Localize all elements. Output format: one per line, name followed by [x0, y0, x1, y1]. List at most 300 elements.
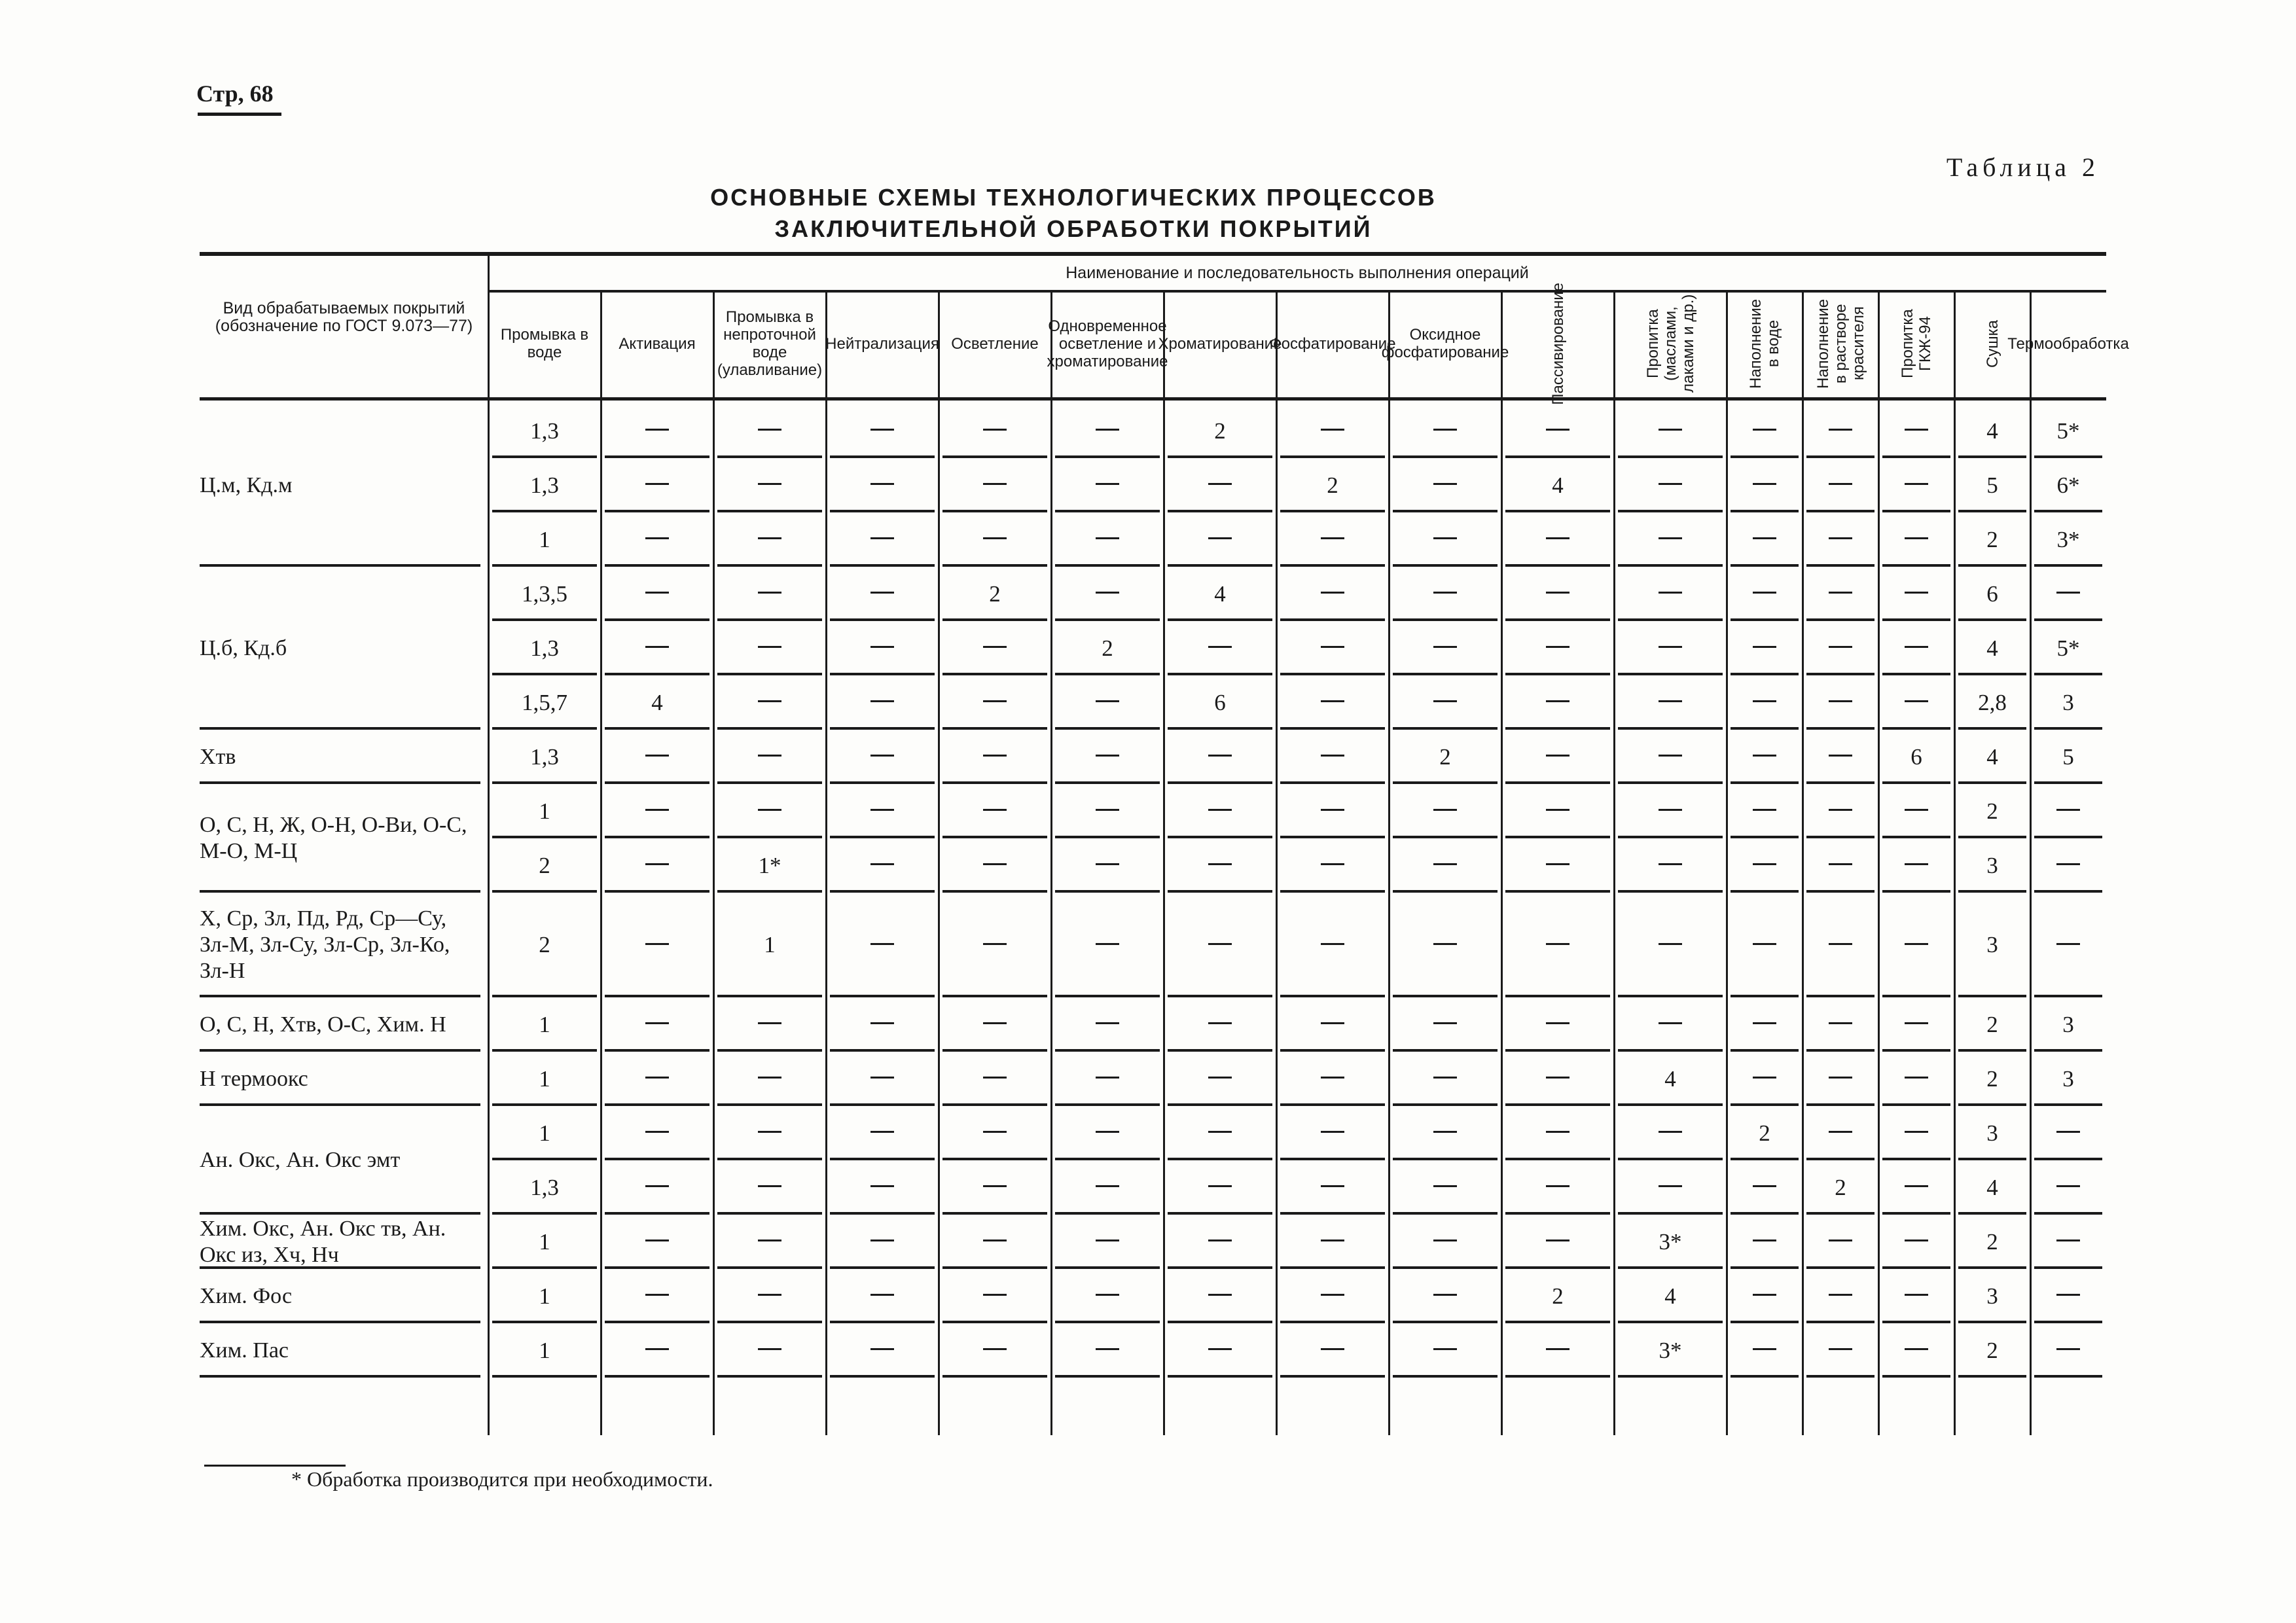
- table-cell: [826, 621, 939, 675]
- dash-mark: [983, 1240, 1007, 1241]
- row-group-label-text: О, С, Н, Ж, О-Н, О-Ви, О-С, М-О, М-Ц: [200, 813, 467, 863]
- dash-mark: [1546, 537, 1570, 539]
- table-cell: [488, 1160, 601, 1215]
- row-group-label-text: Ц.б, Кд.б: [200, 635, 287, 660]
- cell-value: 2,8: [1978, 689, 2007, 715]
- table-cell: [601, 997, 713, 1052]
- table-cell: [713, 567, 826, 621]
- table-cell: [1164, 893, 1276, 997]
- table-cell: [601, 1323, 713, 1378]
- table-cell: [1164, 675, 1276, 730]
- dash-mark: [1546, 809, 1570, 811]
- table-cell: [1954, 1269, 2030, 1323]
- cell-value: 2: [1986, 1337, 1998, 1363]
- table-cell: [1727, 893, 1803, 997]
- table-cell: [713, 893, 826, 997]
- dash-mark: [1096, 1022, 1119, 1024]
- table-cell: [1276, 675, 1389, 730]
- table-cell: [826, 1269, 939, 1323]
- table-cell: [1954, 784, 2030, 838]
- table-cell: [1501, 675, 1614, 730]
- column-header-label: Термообработка: [2007, 334, 2129, 353]
- table-cell: [1501, 730, 1614, 784]
- cell-value: 1: [539, 1120, 550, 1146]
- dash-mark: [758, 1077, 781, 1079]
- dash-mark: [1096, 755, 1119, 757]
- dash-mark: [1321, 1240, 1344, 1241]
- dash-mark: [983, 483, 1007, 485]
- dash-mark: [645, 1077, 669, 1079]
- cell-value: 5: [1986, 472, 1998, 498]
- operations-group-header: Наименование и последовательность выполнения операций: [1066, 263, 1529, 282]
- table-cell: [1803, 784, 1878, 838]
- dash-mark: [1829, 1294, 1852, 1296]
- table-cell: [1878, 1106, 1954, 1160]
- cell-value: 2: [1986, 1065, 1998, 1092]
- dash-mark: [1829, 943, 1852, 945]
- table-cell: [826, 1160, 939, 1215]
- dash-mark: [1753, 646, 1776, 648]
- table-cell: [1878, 458, 1954, 512]
- dash-mark: [1753, 1294, 1776, 1296]
- table-cell: [939, 730, 1051, 784]
- table-cell: [1501, 997, 1614, 1052]
- cell-value: 2: [1986, 1228, 1998, 1255]
- dash-mark: [758, 700, 781, 702]
- dash-mark: [1659, 1185, 1682, 1187]
- dash-mark: [1546, 700, 1570, 702]
- dash-mark: [983, 809, 1007, 811]
- table-cell: [2030, 1052, 2106, 1106]
- dash-mark: [758, 646, 781, 648]
- table-cell: [488, 512, 601, 567]
- dash-mark: [983, 943, 1007, 945]
- dash-mark: [870, 943, 894, 945]
- table-cell: [1389, 1160, 1501, 1215]
- table-cell: [1727, 1106, 1803, 1160]
- column-header: [1881, 294, 1952, 393]
- cell-value: 5*: [2056, 418, 2080, 444]
- table-cell: [713, 1160, 826, 1215]
- dash-mark: [1753, 943, 1776, 945]
- dash-mark: [1208, 483, 1232, 485]
- cell-underline: [830, 1375, 935, 1378]
- table-cell: [1614, 1052, 1727, 1106]
- table-cell: [2030, 1106, 2106, 1160]
- table-cell: [1164, 1215, 1276, 1269]
- cell-value: 1,3: [530, 1174, 559, 1200]
- cell-value: 6: [1986, 580, 1998, 607]
- table-cell: [826, 1106, 939, 1160]
- table-cell: [1164, 458, 1276, 512]
- dash-mark: [1096, 1294, 1119, 1296]
- dash-mark: [1433, 1348, 1457, 1350]
- table-cell: [1803, 567, 1878, 621]
- dash-mark: [870, 1022, 894, 1024]
- table-cell: [1164, 997, 1276, 1052]
- dash-mark: [1321, 1348, 1344, 1350]
- table-cell: [1878, 621, 1954, 675]
- dash-mark: [2056, 863, 2080, 865]
- table-cell: [1389, 1052, 1501, 1106]
- dash-mark: [1905, 1131, 1928, 1133]
- dash-mark: [1753, 700, 1776, 702]
- table-cell: [1878, 512, 1954, 567]
- dash-mark: [1208, 1022, 1232, 1024]
- row-group-label: [200, 1052, 479, 1106]
- dash-mark: [758, 1022, 781, 1024]
- dash-mark: [1096, 943, 1119, 945]
- dash-mark: [1096, 809, 1119, 811]
- dash-mark: [1829, 809, 1852, 811]
- dash-mark: [1659, 1022, 1682, 1024]
- dash-mark: [983, 1348, 1007, 1350]
- cell-value: 4: [1552, 472, 1564, 498]
- cell-value: 2: [1986, 798, 1998, 824]
- dash-mark: [1546, 1022, 1570, 1024]
- table-cell: [826, 675, 939, 730]
- dash-mark: [1659, 755, 1682, 757]
- row-group-label-text: Ц.м, Кд.м: [200, 473, 293, 497]
- column-header-label: Сушка: [1983, 319, 2001, 368]
- column-header: [1805, 294, 1876, 393]
- dash-mark: [1905, 1348, 1928, 1350]
- table-cell: [1051, 567, 1164, 621]
- table-cell: [1614, 458, 1727, 512]
- table-cell: [1878, 567, 1954, 621]
- cell-value: 1,3: [530, 472, 559, 498]
- table-cell: [601, 838, 713, 893]
- column-header: [941, 294, 1049, 393]
- dash-mark: [1096, 483, 1119, 485]
- cell-value: 2: [1835, 1174, 1846, 1200]
- table-cell: [1803, 404, 1878, 458]
- table-cell: [601, 1052, 713, 1106]
- table-cell: [1276, 1052, 1389, 1106]
- dash-mark: [1659, 537, 1682, 539]
- cell-value: 3*: [1659, 1228, 1682, 1255]
- table-cell: [1501, 1323, 1614, 1378]
- dash-mark: [1321, 646, 1344, 648]
- table-cell: [826, 784, 939, 838]
- dash-mark: [1096, 863, 1119, 865]
- table-cell: [488, 1106, 601, 1160]
- table-cell: [488, 1269, 601, 1323]
- cell-value: 4: [1214, 580, 1226, 607]
- dash-mark: [645, 1131, 669, 1133]
- table-cell: [1164, 1106, 1276, 1160]
- table-cell: [1276, 567, 1389, 621]
- dash-mark: [1433, 1131, 1457, 1133]
- column-header-label: Пропитка ГКЖ-94: [1899, 309, 1934, 378]
- dash-mark: [758, 809, 781, 811]
- column-header: [1047, 294, 1168, 393]
- dash-mark: [758, 1240, 781, 1241]
- dash-mark: [1433, 592, 1457, 594]
- dash-mark: [645, 809, 669, 811]
- dash-mark: [870, 755, 894, 757]
- table-cell: [2030, 1160, 2106, 1215]
- dash-mark: [1905, 1022, 1928, 1024]
- cell-value: 2: [1986, 1011, 1998, 1037]
- column-header-label: Хроматирование: [1158, 334, 1282, 353]
- process-table: [200, 252, 2129, 1435]
- dash-mark: [1208, 863, 1232, 865]
- table-cell: [1501, 1106, 1614, 1160]
- table-cell: [601, 1106, 713, 1160]
- dash-mark: [870, 1077, 894, 1079]
- dash-mark: [645, 592, 669, 594]
- table-cell: [1501, 1269, 1614, 1323]
- table-cell: [1164, 512, 1276, 567]
- row-group-label-text: Хим. Фос: [200, 1283, 293, 1308]
- column-header: [491, 294, 598, 393]
- dash-mark: [1659, 700, 1682, 702]
- dash-mark: [1208, 1294, 1232, 1296]
- dash-mark: [1096, 1077, 1119, 1079]
- row-group-label-text: Хим. Окс, Ан. Окс тв, Ан. Окс из, Хч, Нч: [200, 1216, 446, 1267]
- table-cell: [939, 1215, 1051, 1269]
- table-cell: [488, 1052, 601, 1106]
- dash-mark: [1829, 1348, 1852, 1350]
- table-cell: [1803, 458, 1878, 512]
- dash-mark: [645, 755, 669, 757]
- cell-value: 6: [1214, 689, 1226, 715]
- dash-mark: [645, 1185, 669, 1187]
- table-cell: [939, 838, 1051, 893]
- dash-mark: [1433, 1294, 1457, 1296]
- group-header-rule: [488, 290, 2106, 293]
- table-cell: [1803, 1160, 1878, 1215]
- cell-value: 2: [989, 580, 1001, 607]
- dash-mark: [1433, 483, 1457, 485]
- cell-value: 1: [539, 798, 550, 824]
- table-cell: [1727, 512, 1803, 567]
- table-cell: [1276, 1160, 1389, 1215]
- dash-mark: [1433, 1022, 1457, 1024]
- dash-mark: [1546, 1131, 1570, 1133]
- table-cell: [2030, 621, 2106, 675]
- table-cell: [1727, 404, 1803, 458]
- cell-value: 6: [1910, 743, 1922, 770]
- dash-mark: [1753, 1077, 1776, 1079]
- column-header-label: Активация: [619, 334, 696, 353]
- row-group-label: [200, 1106, 479, 1215]
- dash-mark: [1321, 592, 1344, 594]
- table-cell: [1051, 404, 1164, 458]
- table-cell: [1276, 730, 1389, 784]
- dash-mark: [1208, 1131, 1232, 1133]
- table-cell: [1727, 458, 1803, 512]
- table-cell: [1501, 512, 1614, 567]
- cell-value: 4: [1986, 635, 1998, 661]
- row-group-label-text: Хим. Пас: [200, 1338, 289, 1363]
- dash-mark: [1659, 1131, 1682, 1133]
- table-cell: [1276, 512, 1389, 567]
- dash-mark: [1433, 700, 1457, 702]
- table-cell: [939, 1160, 1051, 1215]
- table-cell: [713, 512, 826, 567]
- header-bottom-rule: [200, 397, 2106, 401]
- table-cell: [1727, 730, 1803, 784]
- dash-mark: [1546, 1077, 1570, 1079]
- table-cell: [601, 675, 713, 730]
- table-cell: [939, 1106, 1051, 1160]
- cell-value: 1: [539, 1011, 550, 1037]
- table-cell: [1276, 784, 1389, 838]
- dash-mark: [1546, 863, 1570, 865]
- table-cell: [713, 1106, 826, 1160]
- table-cell: [2030, 730, 2106, 784]
- dash-mark: [1905, 943, 1928, 945]
- table-cell: [1614, 1269, 1727, 1323]
- cell-value: 3: [2062, 689, 2074, 715]
- column-header-label: Пассивирование: [1549, 282, 1567, 405]
- page-number-underline: [198, 113, 281, 116]
- dash-mark: [1753, 483, 1776, 485]
- table-cell: [1389, 893, 1501, 997]
- table-cell: [1954, 1106, 2030, 1160]
- table-cell: [1389, 838, 1501, 893]
- table-cell: [1051, 730, 1164, 784]
- table-cell: [1727, 1269, 1803, 1323]
- column-header-label: Наполнение в воде: [1747, 298, 1782, 389]
- cell-value: 4: [651, 689, 663, 715]
- dash-mark: [1321, 700, 1344, 702]
- table-cell: [1614, 675, 1727, 730]
- column-header: [1729, 294, 1800, 393]
- table-cell: [1954, 675, 2030, 730]
- table-cell: [2030, 567, 2106, 621]
- dash-mark: [758, 1131, 781, 1133]
- dash-mark: [645, 943, 669, 945]
- title-line-1: ОСНОВНЫЕ СХЕМЫ ТЕХНОЛОГИЧЕСКИХ ПРОЦЕССОВ: [710, 184, 1437, 211]
- cell-value: 2: [1439, 743, 1451, 770]
- table-cell: [1389, 404, 1501, 458]
- column-header-label: Одновременное осветление и хроматирование: [1047, 317, 1168, 370]
- row-group-label: [200, 567, 479, 730]
- table-cell: [1727, 567, 1803, 621]
- table-cell: [1051, 1269, 1164, 1323]
- row-group-label: [200, 1269, 479, 1323]
- table-cell: [939, 512, 1051, 567]
- table-cell: [601, 784, 713, 838]
- table-top-rule: [200, 252, 2106, 256]
- dash-mark: [870, 863, 894, 865]
- cell-value: 1,5,7: [522, 689, 567, 715]
- dash-mark: [2056, 943, 2080, 945]
- row-group-label: [200, 1215, 479, 1269]
- table-cell: [1276, 1215, 1389, 1269]
- dash-mark: [1659, 943, 1682, 945]
- table-cell: [1051, 1215, 1164, 1269]
- table-cell: [1954, 458, 2030, 512]
- table-cell: [1051, 1106, 1164, 1160]
- dash-mark: [870, 1348, 894, 1350]
- dash-mark: [1433, 1077, 1457, 1079]
- table-cell: [713, 784, 826, 838]
- table-cell: [1954, 997, 2030, 1052]
- table-cell: [1051, 458, 1164, 512]
- first-column-header: Вид обрабатываемых покрытий (обозначение по ГОСТ 9.073—77): [215, 299, 473, 335]
- table-cell: [488, 458, 601, 512]
- table-cell: [826, 1215, 939, 1269]
- table-cell: [1954, 1160, 2030, 1215]
- table-cell: [1389, 997, 1501, 1052]
- table-cell: [1389, 458, 1501, 512]
- table-cell: [939, 1052, 1051, 1106]
- table-cell: [488, 675, 601, 730]
- dash-mark: [1546, 943, 1570, 945]
- table-cell: [1803, 621, 1878, 675]
- dash-mark: [2056, 809, 2080, 811]
- dash-mark: [1096, 700, 1119, 702]
- table-cell: [1501, 1160, 1614, 1215]
- table-cell: [1276, 1269, 1389, 1323]
- row-group-label-text: Н термоокс: [200, 1066, 308, 1091]
- table-cell: [488, 838, 601, 893]
- table-cell: [1878, 893, 1954, 997]
- cell-value: 2: [1214, 418, 1226, 444]
- cell-value: 1,3: [530, 743, 559, 770]
- table-cell: [1501, 1052, 1614, 1106]
- dash-mark: [870, 809, 894, 811]
- table-cell: [1051, 675, 1164, 730]
- cell-underline: [1168, 1375, 1272, 1378]
- cell-value: 1*: [758, 852, 781, 878]
- dash-mark: [1753, 1348, 1776, 1350]
- dash-mark: [1433, 429, 1457, 431]
- table-cell: [1614, 404, 1727, 458]
- table-cell: [939, 458, 1051, 512]
- cell-underline: [1505, 1375, 1610, 1378]
- table-cell: [1164, 1269, 1276, 1323]
- cell-value: 3: [2062, 1065, 2074, 1092]
- dash-mark: [758, 537, 781, 539]
- table-cell: [713, 1323, 826, 1378]
- dash-mark: [983, 1022, 1007, 1024]
- column-header-label: Промывка в воде: [500, 326, 589, 361]
- dash-mark: [2056, 1294, 2080, 1296]
- table-cell: [601, 893, 713, 997]
- dash-mark: [1829, 700, 1852, 702]
- table-cell: [1954, 567, 2030, 621]
- dash-mark: [1753, 1022, 1776, 1024]
- dash-mark: [1321, 1131, 1344, 1133]
- column-header-label: Оксидное фосфатирование: [1381, 326, 1509, 361]
- dash-mark: [1905, 863, 1928, 865]
- table-cell: [2030, 838, 2106, 893]
- cell-value: 5: [2062, 743, 2074, 770]
- dash-mark: [1208, 1348, 1232, 1350]
- dash-mark: [1829, 646, 1852, 648]
- column-header: [1381, 294, 1509, 393]
- dash-mark: [870, 537, 894, 539]
- dash-mark: [1659, 863, 1682, 865]
- footnote: * Обработка производится при необходимости.: [291, 1467, 713, 1491]
- dash-mark: [1433, 1185, 1457, 1187]
- table-cell: [1051, 512, 1164, 567]
- table-cell: [826, 838, 939, 893]
- cell-value: 1: [539, 526, 550, 552]
- table-cell: [601, 404, 713, 458]
- table-cell: [1164, 567, 1276, 621]
- dash-mark: [1433, 646, 1457, 648]
- dash-mark: [1905, 429, 1928, 431]
- dash-mark: [1546, 755, 1570, 757]
- row-group-label: [200, 893, 479, 997]
- dash-mark: [1321, 429, 1344, 431]
